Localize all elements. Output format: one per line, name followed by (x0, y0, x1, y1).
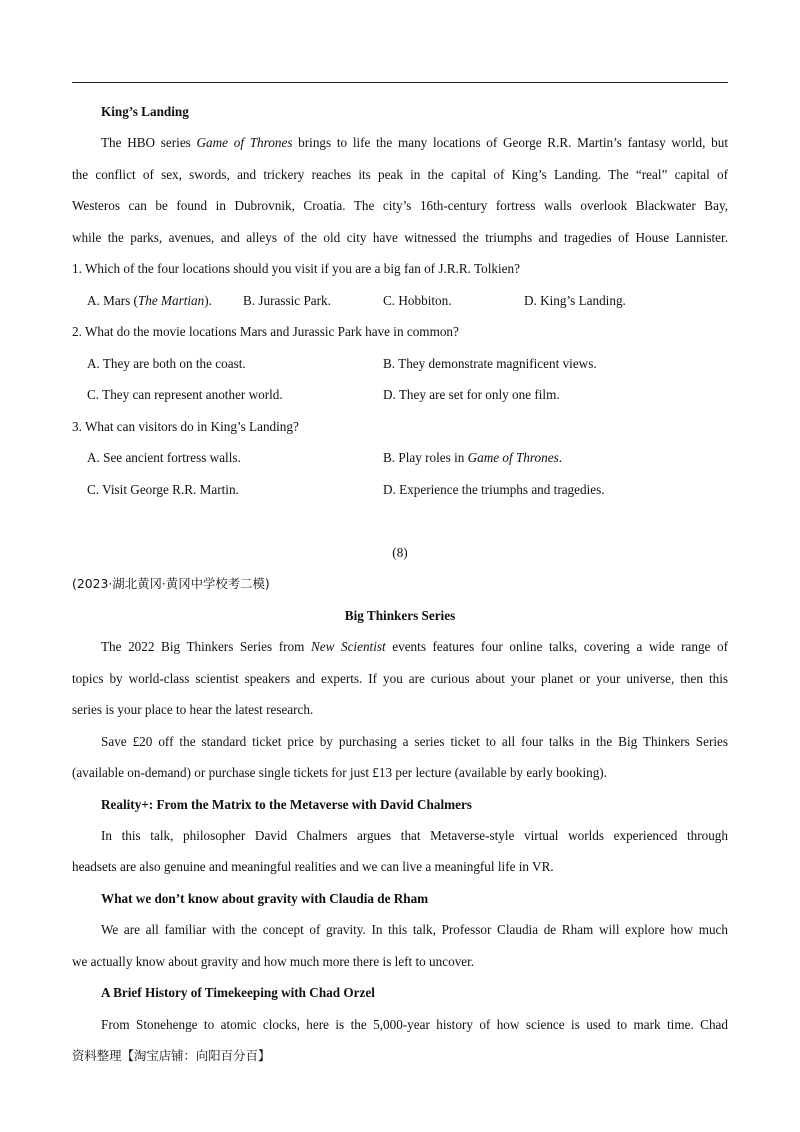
section-number: (8) (392, 545, 408, 560)
paragraph-line: From Stonehenge to atomic clocks, here is the 5,000-year history of how science is used to mark time. Chad (101, 1017, 728, 1032)
paragraph-line: We are all familiar with the concept of gravity. In this talk, Professor Claudia de Rham will explore how much (101, 922, 728, 937)
talk-heading-chalmers: Reality+: From the Matrix to the Metaverse with David Chalmers (101, 797, 472, 812)
option-a: A. See ancient fortress walls. (87, 450, 241, 465)
question-3-stem: 3. What can visitors do in King’s Landing? (72, 419, 299, 434)
talk-heading-orzel: A Brief History of Timekeeping with Chad Orzel (101, 985, 375, 1000)
paragraph-line: (available on-demand) or purchase single tickets for just £13 per lecture (available by early booking). (72, 765, 607, 780)
talk-heading-de-rham: What we don’t know about gravity with Claudia de Rham (101, 891, 429, 906)
paragraph-line: while the parks, avenues, and alleys of the old city have witnessed the triumphs and tragedies of House Lannister. (72, 230, 728, 245)
paragraph-line: In this talk, philosopher David Chalmers argues that Metaverse-style virtual worlds experienced through (101, 828, 728, 843)
section-heading-kings-landing: King’s Landing (101, 104, 189, 119)
paragraph-line: the conflict of sex, swords, and trickery reaches its peak in the capital of King’s Landing. The “real” capital of (72, 167, 728, 182)
option-c: C. They can represent another world. (87, 387, 283, 402)
option-b: B. They demonstrate magnificent views. (383, 356, 597, 371)
paragraph-line: Westeros can be found in Dubrovnik, Croatia. The city’s 16th-century fortress walls overlook Blackwater Bay, (72, 198, 728, 213)
option-c: C. Visit George R.R. Martin. (87, 482, 239, 497)
paragraph-line: Save £20 off the standard ticket price by purchasing a series ticket to all four talks in the Big Thinkers Series (101, 734, 728, 749)
article-title: Big Thinkers Series (344, 608, 456, 623)
paragraph-line: The HBO series Game of Thrones brings to life the many locations of George R.R. Martin’s fantasy world, but (101, 135, 729, 150)
paragraph-line: we actually know about gravity and how much more there is left to uncover. (72, 954, 475, 969)
option-d: D. They are set for only one film. (383, 387, 560, 402)
option-d: D. King’s Landing. (524, 293, 626, 308)
question-2-stem: 2. What do the movie locations Mars and Jurassic Park have in common? (72, 324, 459, 339)
paragraph-line: headsets are also genuine and meaningful realities and we can live a meaningful life in VR. (72, 859, 554, 874)
paragraph-line: series is your place to hear the latest research. (72, 702, 314, 717)
paragraph-line: The 2022 Big Thinkers Series from New Scientist events features four online talks, covering a wide range of (101, 639, 728, 654)
option-a: A. Mars (The Martian). (87, 293, 212, 308)
footer-note: 资料整理【淘宝店铺：向阳百分百】 (72, 1048, 271, 1063)
option-d: D. Experience the triumphs and tragedies. (383, 482, 605, 497)
top-rule (72, 82, 728, 83)
option-b: B. Jurassic Park. (243, 293, 331, 308)
source-note: (2023·湖北黄冈·黄冈中学校考二模) (72, 576, 270, 591)
option-b: B. Play roles in Game of Thrones. (383, 450, 563, 465)
paragraph-line: topics by world-class scientist speakers and experts. If you are curious about your planet or your universe, then this (72, 671, 728, 686)
question-1-stem: 1. Which of the four locations should you visit if you are a big fan of J.R.R. Tolkien? (72, 261, 520, 276)
option-a: A. They are both on the coast. (87, 356, 246, 371)
option-c: C. Hobbiton. (383, 293, 452, 308)
